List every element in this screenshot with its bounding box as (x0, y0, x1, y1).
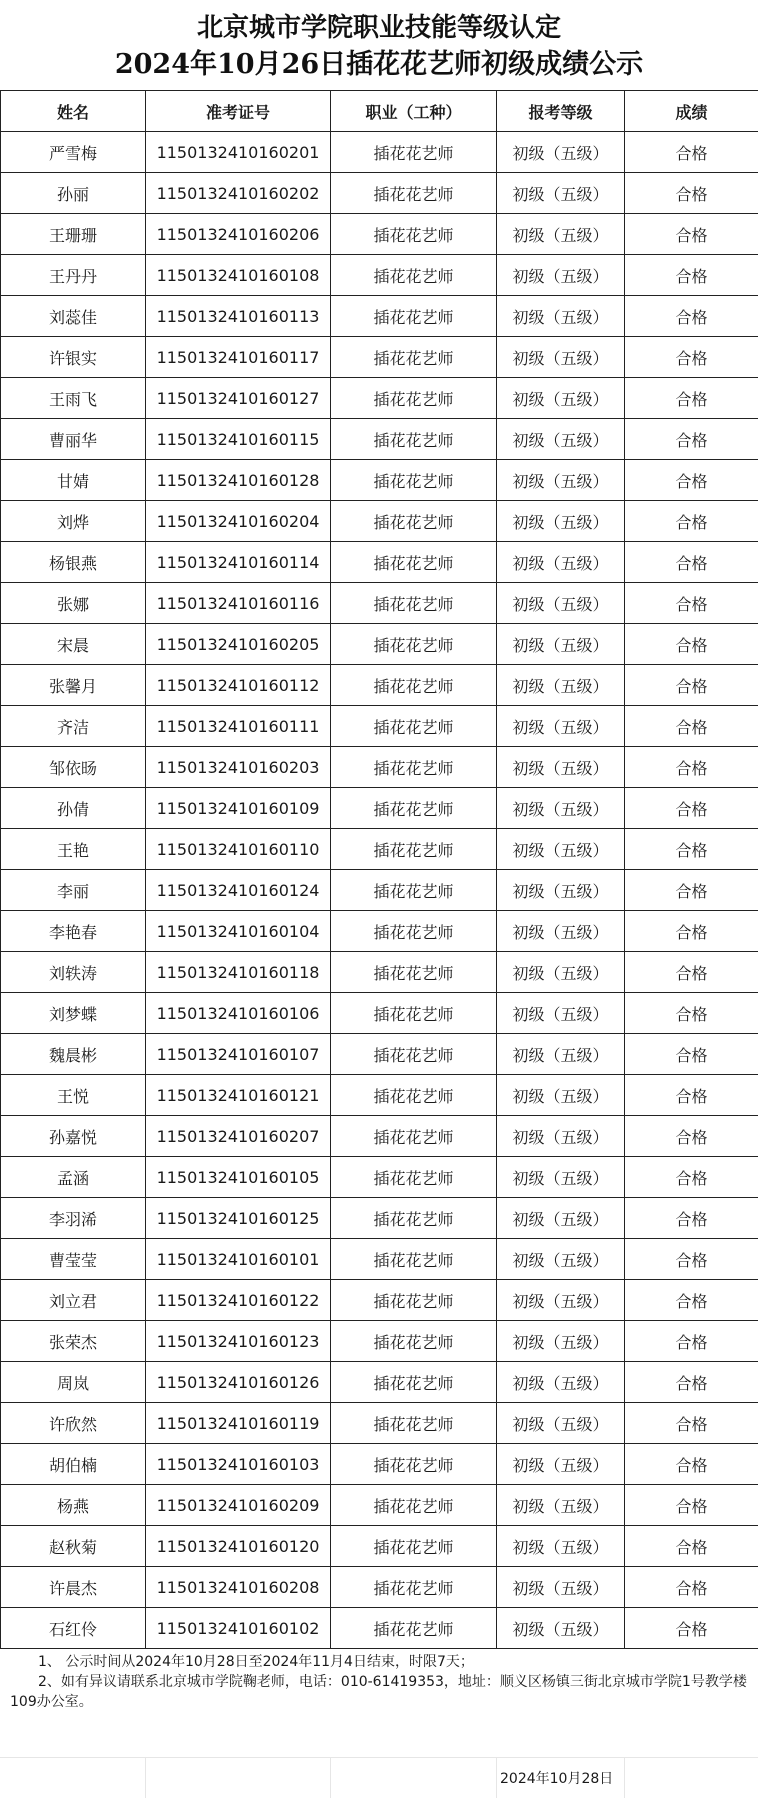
page-subtitle: 2024年10月26日插花花艺师初级成绩公示 (114, 49, 644, 80)
table-row (1, 378, 758, 419)
cell-name: 刘轶涛 (1, 952, 146, 993)
table-row (1, 1321, 758, 1362)
column-header-occupation: 职业（工种） (331, 91, 497, 132)
cell-level: 初级（五级） (497, 1075, 625, 1116)
cell-result: 合格 (625, 1198, 758, 1239)
cell-name: 周岚 (1, 1362, 146, 1403)
cell-occupation: 插花花艺师 (331, 1608, 497, 1649)
cell-occupation: 插花花艺师 (331, 1444, 497, 1485)
cell-level: 初级（五级） (497, 460, 625, 501)
cell-level: 初级（五级） (497, 255, 625, 296)
cell-level: 初级（五级） (497, 1608, 625, 1649)
cell-name: 刘蕊佳 (1, 296, 146, 337)
cell-level: 初级（五级） (497, 1526, 625, 1567)
page-title: 北京城市学院职业技能等级认定 (196, 13, 561, 43)
cell-result: 合格 (625, 1362, 758, 1403)
cell-level: 初级（五级） (497, 542, 625, 583)
cell-level: 初级（五级） (497, 952, 625, 993)
cell-result: 合格 (625, 870, 758, 911)
table-row (1, 1444, 758, 1485)
cell-ticket-number: 1150132410160101 (146, 1239, 331, 1280)
cell-occupation: 插花花艺师 (331, 214, 497, 255)
cell-name: 齐洁 (1, 706, 146, 747)
notes-section (0, 1652, 758, 1712)
table-row (1, 1239, 758, 1280)
cell-name: 曹莹莹 (1, 1239, 146, 1280)
cell-occupation: 插花花艺师 (331, 1198, 497, 1239)
cell-level: 初级（五级） (497, 665, 625, 706)
cell-level: 初级（五级） (497, 1444, 625, 1485)
cell-ticket-number: 1150132410160109 (146, 788, 331, 829)
cell-name: 王丹丹 (1, 255, 146, 296)
column-header-level: 报考等级 (497, 91, 625, 132)
table-row (1, 1116, 758, 1157)
cell-level: 初级（五级） (497, 788, 625, 829)
cell-level: 初级（五级） (497, 296, 625, 337)
cell-occupation: 插花花艺师 (331, 1075, 497, 1116)
table-row (1, 747, 758, 788)
cell-occupation: 插花花艺师 (331, 788, 497, 829)
column-header-ticket-number: 准考证号 (146, 91, 331, 132)
cell-ticket-number: 1150132410160204 (146, 501, 331, 542)
cell-name: 杨银燕 (1, 542, 146, 583)
table-row (1, 1198, 758, 1239)
cell-occupation: 插花花艺师 (331, 173, 497, 214)
cell-name: 李羽浠 (1, 1198, 146, 1239)
table-row (1, 460, 758, 501)
cell-result: 合格 (625, 1075, 758, 1116)
table-row (1, 870, 758, 911)
cell-level: 初级（五级） (497, 173, 625, 214)
cell-occupation: 插花花艺师 (331, 1116, 497, 1157)
table-row (1, 1567, 758, 1608)
cell-name: 张馨月 (1, 665, 146, 706)
footer-gridline (624, 1758, 625, 1798)
cell-name: 张娜 (1, 583, 146, 624)
cell-name: 杨燕 (1, 1485, 146, 1526)
table-row (1, 214, 758, 255)
cell-ticket-number: 1150132410160123 (146, 1321, 331, 1362)
table-row (1, 132, 758, 173)
cell-ticket-number: 1150132410160112 (146, 665, 331, 706)
cell-name: 赵秋菊 (1, 1526, 146, 1567)
table-row (1, 1403, 758, 1444)
cell-level: 初级（五级） (497, 1485, 625, 1526)
cell-name: 刘立君 (1, 1280, 146, 1321)
cell-level: 初级（五级） (497, 747, 625, 788)
cell-ticket-number: 1150132410160118 (146, 952, 331, 993)
cell-result: 合格 (625, 337, 758, 378)
table-row (1, 501, 758, 542)
cell-result: 合格 (625, 1444, 758, 1485)
cell-result: 合格 (625, 501, 758, 542)
note-publicity-period: 1、 公示时间从2024年10月28日至2024年11月4日结束，时限7天； (38, 1654, 474, 1670)
table-row (1, 296, 758, 337)
cell-occupation: 插花花艺师 (331, 1280, 497, 1321)
cell-occupation: 插花花艺师 (331, 993, 497, 1034)
cell-level: 初级（五级） (497, 583, 625, 624)
cell-level: 初级（五级） (497, 419, 625, 460)
cell-result: 合格 (625, 132, 758, 173)
table-row (1, 583, 758, 624)
table-row (1, 788, 758, 829)
cell-result: 合格 (625, 1280, 758, 1321)
cell-occupation: 插花花艺师 (331, 132, 497, 173)
cell-occupation: 插花花艺师 (331, 1239, 497, 1280)
cell-level: 初级（五级） (497, 1321, 625, 1362)
cell-ticket-number: 1150132410160103 (146, 1444, 331, 1485)
footer-gridline (145, 1758, 146, 1798)
cell-name: 甘婧 (1, 460, 146, 501)
table-header-row (1, 91, 758, 132)
cell-occupation: 插花花艺师 (331, 624, 497, 665)
table-row (1, 173, 758, 214)
cell-ticket-number: 1150132410160108 (146, 255, 331, 296)
cell-occupation: 插花花艺师 (331, 1157, 497, 1198)
cell-occupation: 插花花艺师 (331, 870, 497, 911)
cell-ticket-number: 1150132410160202 (146, 173, 331, 214)
cell-result: 合格 (625, 460, 758, 501)
cell-ticket-number: 1150132410160206 (146, 214, 331, 255)
cell-occupation: 插花花艺师 (331, 1567, 497, 1608)
cell-ticket-number: 1150132410160127 (146, 378, 331, 419)
cell-level: 初级（五级） (497, 1280, 625, 1321)
cell-occupation: 插花花艺师 (331, 1321, 497, 1362)
cell-ticket-number: 1150132410160121 (146, 1075, 331, 1116)
cell-level: 初级（五级） (497, 829, 625, 870)
cell-name: 李丽 (1, 870, 146, 911)
cell-name: 胡伯楠 (1, 1444, 146, 1485)
cell-result: 合格 (625, 583, 758, 624)
cell-result: 合格 (625, 296, 758, 337)
cell-level: 初级（五级） (497, 870, 625, 911)
table-row (1, 1362, 758, 1403)
cell-ticket-number: 1150132410160207 (146, 1116, 331, 1157)
cell-ticket-number: 1150132410160111 (146, 706, 331, 747)
table-row (1, 255, 758, 296)
cell-name: 严雪梅 (1, 132, 146, 173)
table-row (1, 1485, 758, 1526)
cell-level: 初级（五级） (497, 1157, 625, 1198)
cell-level: 初级（五级） (497, 1034, 625, 1075)
cell-level: 初级（五级） (497, 1567, 625, 1608)
cell-ticket-number: 1150132410160205 (146, 624, 331, 665)
cell-name: 孟涵 (1, 1157, 146, 1198)
cell-level: 初级（五级） (497, 706, 625, 747)
cell-name: 邹依旸 (1, 747, 146, 788)
cell-result: 合格 (625, 706, 758, 747)
cell-name: 王艳 (1, 829, 146, 870)
table-row (1, 624, 758, 665)
cell-occupation: 插花花艺师 (331, 1362, 497, 1403)
cell-ticket-number: 1150132410160203 (146, 747, 331, 788)
cell-result: 合格 (625, 1239, 758, 1280)
cell-name: 曹丽华 (1, 419, 146, 460)
cell-ticket-number: 1150132410160102 (146, 1608, 331, 1649)
table-row (1, 1157, 758, 1198)
cell-level: 初级（五级） (497, 132, 625, 173)
publish-date: 2024年10月28日 (500, 1771, 614, 1787)
cell-name: 许晨杰 (1, 1567, 146, 1608)
cell-name: 魏晨彬 (1, 1034, 146, 1075)
cell-occupation: 插花花艺师 (331, 255, 497, 296)
cell-result: 合格 (625, 214, 758, 255)
cell-occupation: 插花花艺师 (331, 583, 497, 624)
cell-name: 孙倩 (1, 788, 146, 829)
cell-ticket-number: 1150132410160107 (146, 1034, 331, 1075)
cell-result: 合格 (625, 1034, 758, 1075)
cell-level: 初级（五级） (497, 1239, 625, 1280)
table-row (1, 1075, 758, 1116)
cell-result: 合格 (625, 378, 758, 419)
cell-ticket-number: 1150132410160104 (146, 911, 331, 952)
cell-occupation: 插花花艺师 (331, 665, 497, 706)
cell-ticket-number: 1150132410160106 (146, 993, 331, 1034)
cell-name: 许欣然 (1, 1403, 146, 1444)
cell-name: 宋晨 (1, 624, 146, 665)
cell-occupation: 插花花艺师 (331, 378, 497, 419)
cell-ticket-number: 1150132410160120 (146, 1526, 331, 1567)
table-row (1, 665, 758, 706)
cell-result: 合格 (625, 993, 758, 1034)
cell-ticket-number: 1150132410160113 (146, 296, 331, 337)
cell-level: 初级（五级） (497, 501, 625, 542)
cell-result: 合格 (625, 1157, 758, 1198)
cell-ticket-number: 1150132410160125 (146, 1198, 331, 1239)
table-row (1, 1526, 758, 1567)
cell-result: 合格 (625, 255, 758, 296)
cell-occupation: 插花花艺师 (331, 952, 497, 993)
cell-ticket-number: 1150132410160115 (146, 419, 331, 460)
cell-result: 合格 (625, 1321, 758, 1362)
cell-occupation: 插花花艺师 (331, 1403, 497, 1444)
cell-name: 许银实 (1, 337, 146, 378)
table-row (1, 952, 758, 993)
cell-name: 孙嘉悦 (1, 1116, 146, 1157)
cell-occupation: 插花花艺师 (331, 1034, 497, 1075)
cell-occupation: 插花花艺师 (331, 911, 497, 952)
cell-result: 合格 (625, 1526, 758, 1567)
footer-row (0, 1758, 758, 1798)
cell-result: 合格 (625, 1608, 758, 1649)
footer-gridline (330, 1758, 331, 1798)
cell-result: 合格 (625, 1485, 758, 1526)
cell-result: 合格 (625, 1116, 758, 1157)
cell-level: 初级（五级） (497, 1116, 625, 1157)
cell-result: 合格 (625, 1567, 758, 1608)
table-row (1, 706, 758, 747)
table-row (1, 1280, 758, 1321)
table-row (1, 542, 758, 583)
cell-level: 初级（五级） (497, 378, 625, 419)
cell-occupation: 插花花艺师 (331, 337, 497, 378)
cell-result: 合格 (625, 419, 758, 460)
column-header-name: 姓名 (1, 91, 146, 132)
cell-ticket-number: 1150132410160201 (146, 132, 331, 173)
cell-occupation: 插花花艺师 (331, 706, 497, 747)
cell-ticket-number: 1150132410160110 (146, 829, 331, 870)
cell-level: 初级（五级） (497, 911, 625, 952)
cell-ticket-number: 1150132410160126 (146, 1362, 331, 1403)
table-row (1, 829, 758, 870)
cell-ticket-number: 1150132410160208 (146, 1567, 331, 1608)
cell-ticket-number: 1150132410160114 (146, 542, 331, 583)
cell-level: 初级（五级） (497, 1198, 625, 1239)
table-row (1, 911, 758, 952)
cell-result: 合格 (625, 542, 758, 583)
cell-name: 刘梦蝶 (1, 993, 146, 1034)
cell-level: 初级（五级） (497, 1362, 625, 1403)
results-table (0, 90, 758, 1649)
cell-name: 张荣杰 (1, 1321, 146, 1362)
table-row (1, 419, 758, 460)
table-row (1, 1034, 758, 1075)
cell-name: 石红伶 (1, 1608, 146, 1649)
cell-occupation: 插花花艺师 (331, 747, 497, 788)
cell-occupation: 插花花艺师 (331, 1485, 497, 1526)
cell-result: 合格 (625, 911, 758, 952)
cell-level: 初级（五级） (497, 337, 625, 378)
table-row (1, 993, 758, 1034)
cell-occupation: 插花花艺师 (331, 1526, 497, 1567)
cell-name: 王悦 (1, 1075, 146, 1116)
cell-ticket-number: 1150132410160119 (146, 1403, 331, 1444)
table-row (1, 1608, 758, 1649)
cell-name: 王雨飞 (1, 378, 146, 419)
cell-occupation: 插花花艺师 (331, 460, 497, 501)
cell-ticket-number: 1150132410160209 (146, 1485, 331, 1526)
cell-level: 初级（五级） (497, 624, 625, 665)
cell-level: 初级（五级） (497, 993, 625, 1034)
cell-name: 李艳春 (1, 911, 146, 952)
cell-result: 合格 (625, 1403, 758, 1444)
cell-name: 刘烨 (1, 501, 146, 542)
note-contact: 2、如有异议请联系北京城市学院鞠老师，电话：010-61419353，地址：顺义区杨镇三街北京城市学院1号教学楼109办公室。 (10, 1674, 747, 1710)
cell-occupation: 插花花艺师 (331, 829, 497, 870)
cell-ticket-number: 1150132410160105 (146, 1157, 331, 1198)
cell-result: 合格 (625, 624, 758, 665)
cell-level: 初级（五级） (497, 1403, 625, 1444)
cell-name: 王珊珊 (1, 214, 146, 255)
cell-result: 合格 (625, 665, 758, 706)
cell-ticket-number: 1150132410160122 (146, 1280, 331, 1321)
footer-gridline (496, 1758, 497, 1798)
cell-result: 合格 (625, 829, 758, 870)
cell-occupation: 插花花艺师 (331, 501, 497, 542)
cell-ticket-number: 1150132410160117 (146, 337, 331, 378)
cell-ticket-number: 1150132410160128 (146, 460, 331, 501)
cell-result: 合格 (625, 747, 758, 788)
cell-occupation: 插花花艺师 (331, 419, 497, 460)
cell-name: 孙丽 (1, 173, 146, 214)
cell-result: 合格 (625, 173, 758, 214)
cell-ticket-number: 1150132410160124 (146, 870, 331, 911)
cell-result: 合格 (625, 952, 758, 993)
table-row (1, 337, 758, 378)
cell-result: 合格 (625, 788, 758, 829)
cell-level: 初级（五级） (497, 214, 625, 255)
cell-occupation: 插花花艺师 (331, 542, 497, 583)
column-header-result: 成绩 (625, 91, 758, 132)
cell-ticket-number: 1150132410160116 (146, 583, 331, 624)
cell-occupation: 插花花艺师 (331, 296, 497, 337)
